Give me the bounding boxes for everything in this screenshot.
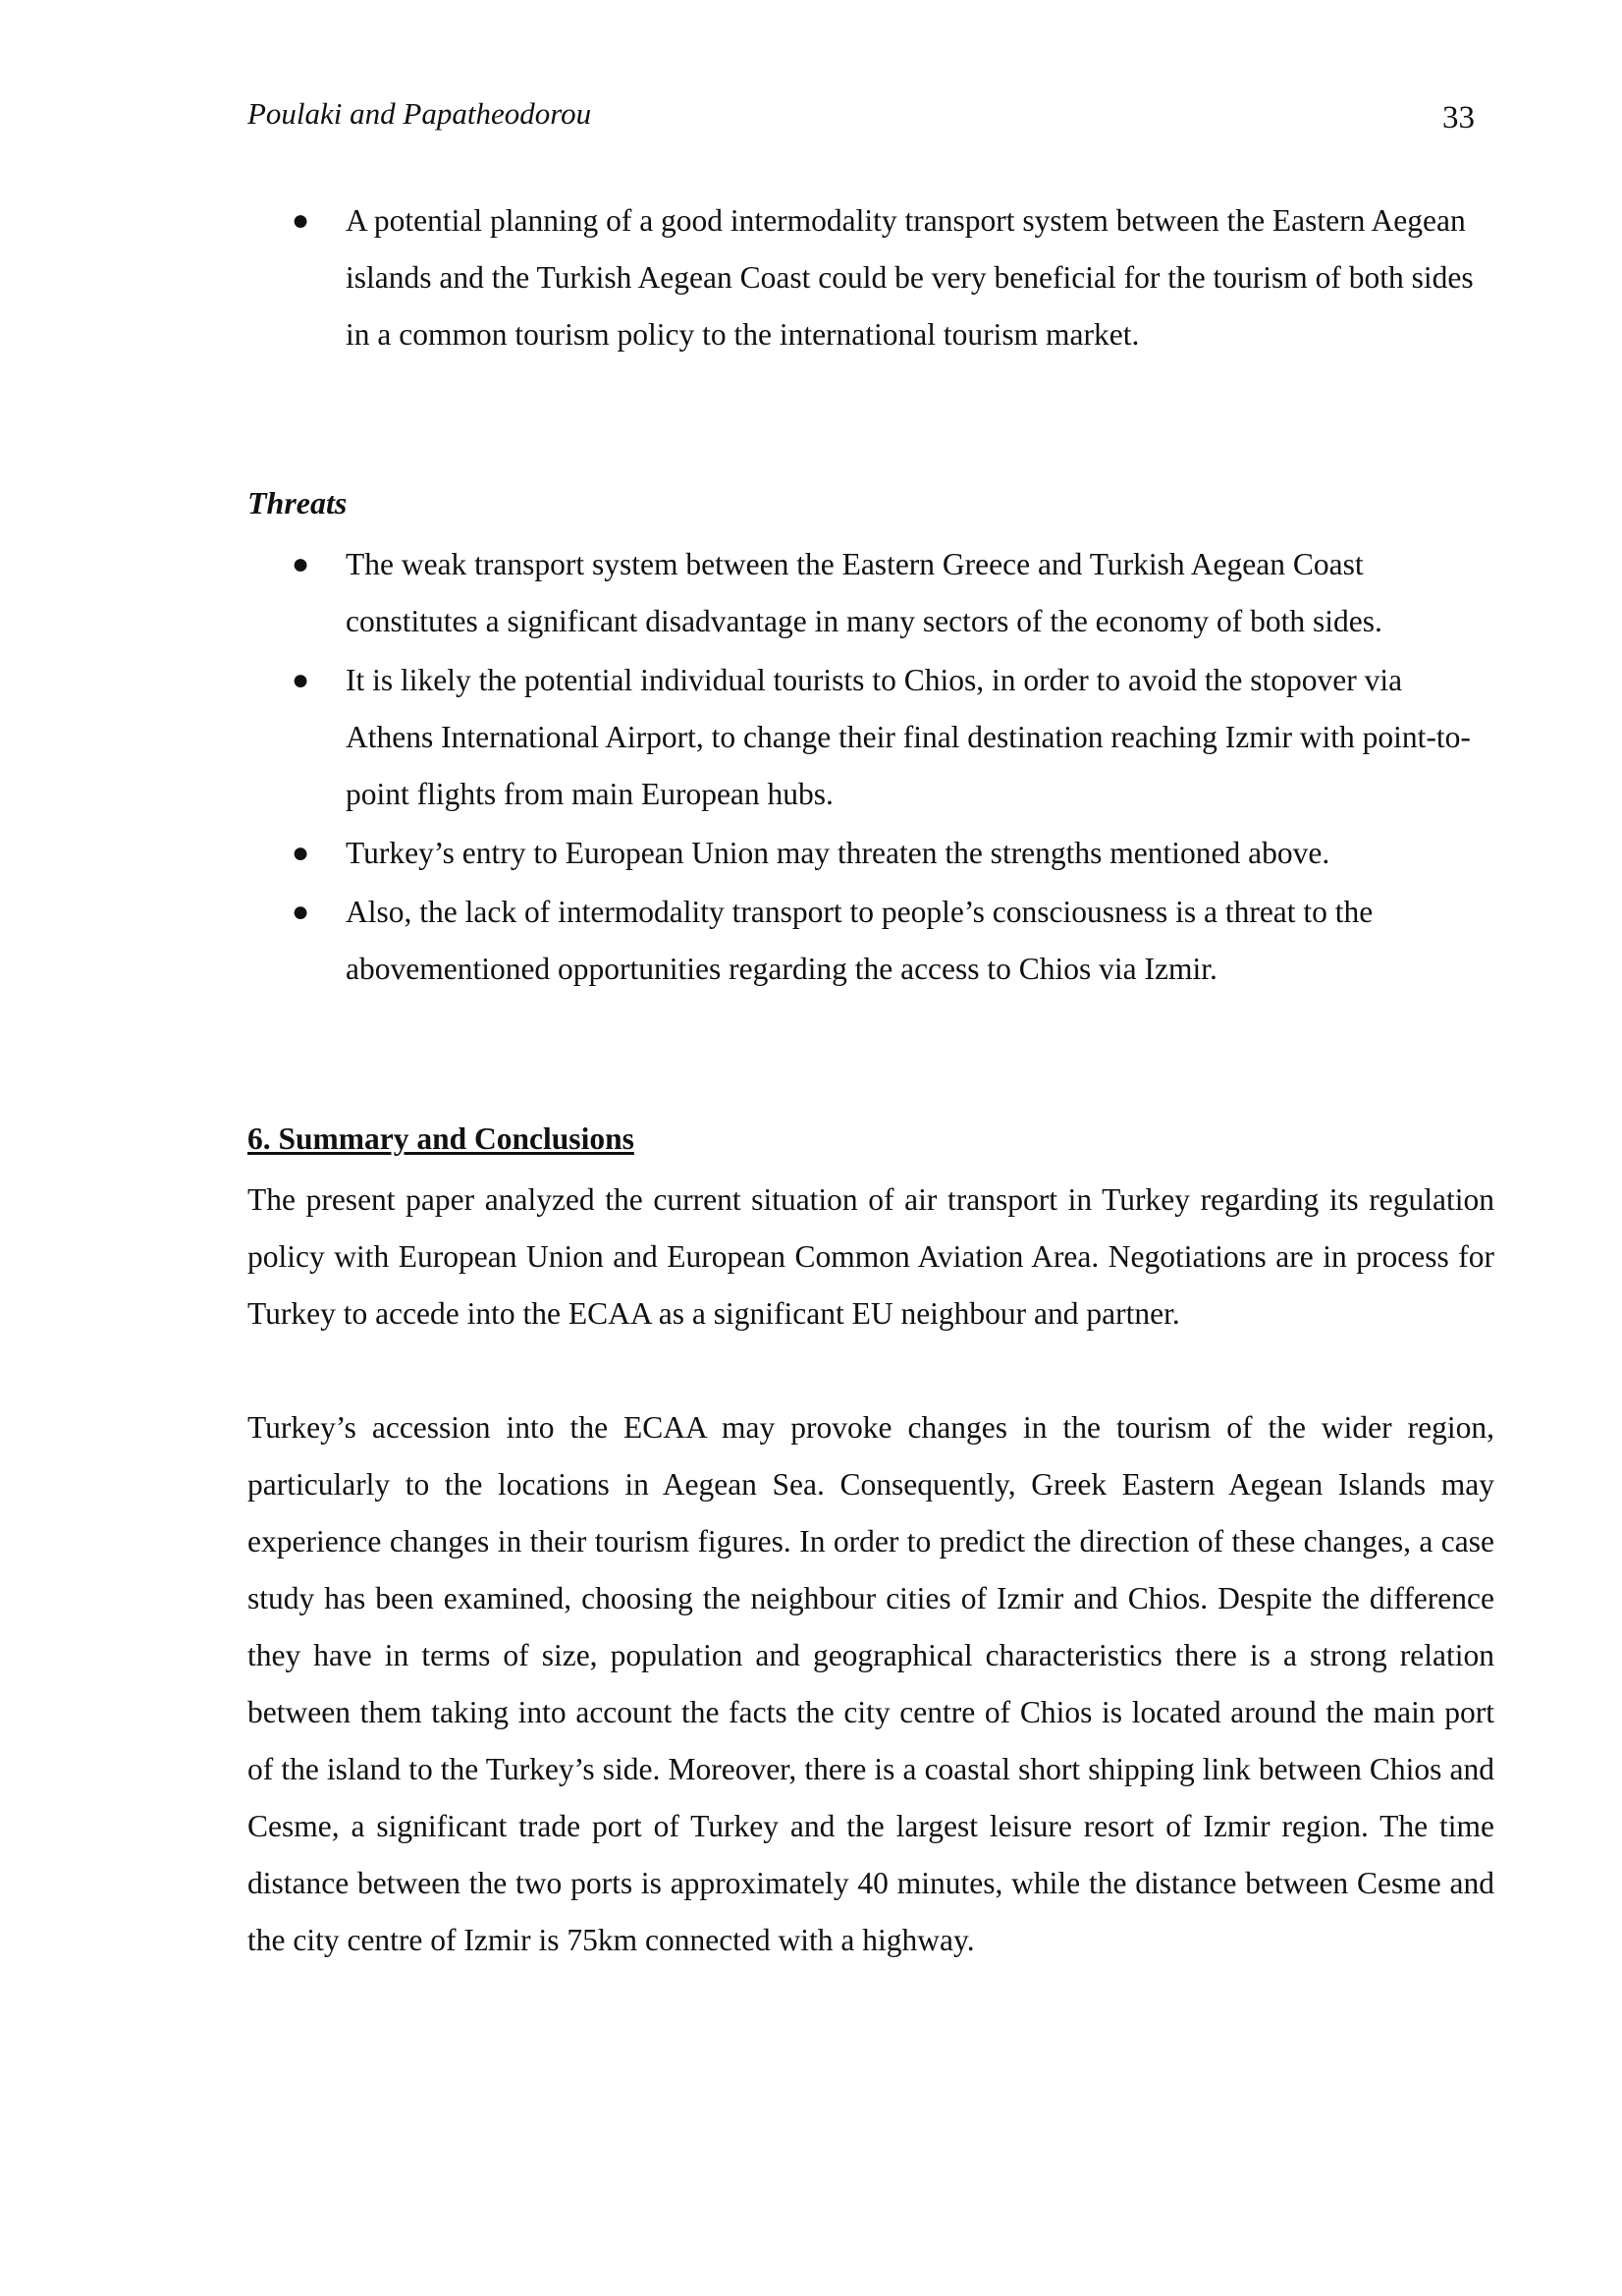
- section-heading: 6. Summary and Conclusions: [247, 1121, 634, 1156]
- page-number: 33: [1442, 100, 1475, 136]
- list-item: [247, 536, 1494, 650]
- bullet-icon: ●: [292, 204, 310, 237]
- list-item: [247, 652, 1494, 823]
- summary-paragraph-1: The present paper analyzed the current situation of air transport in Turkey regarding its regulation policy with European Union and European Common Aviation Area. Negotiations are in process for Turkey to accede into the ECAA as a significant EU neighbour and partner.: [247, 1182, 1494, 1331]
- list-item-text: It is likely the potential individual tourists to Chios, in order to avoid the stopover via Athens International Airport, to change their final destination reaching Izmir with point-to-point flights from main European hubs.: [346, 663, 1471, 811]
- list-item-text: A potential planning of a good intermodality transport system between the Eastern Aegean islands and the Turkish Aegean Coast could be very beneficial for the tourism of both sides in a common tourism policy to the international tourism market.: [346, 203, 1474, 352]
- summary-paragraph-2: Turkey’s accession into the ECAA may provoke changes in the tourism of the wider region, particularly to the locations in Aegean Sea. Consequently, Greek Eastern Aegean Islands may experience changes in their tourism figures. In order to predict the direction of these changes, a case study has been examined, choosing the neighbour cities of Izmir and Chios. Despite the difference they have in terms of size, population and geographical characteristics there is a strong relation between them taking into account the facts the city centre of Chios is located around the main port of the island to the Turkey’s side. Moreover, there is a coastal short shipping link between Chios and Cesme, a significant trade port of Turkey and the largest leisure resort of Izmir region. The time distance between the two ports is approximately 40 minutes, while the distance between Cesme and the city centre of Izmir is 75km connected with a highway.: [247, 1410, 1494, 1957]
- bullet-icon: ●: [292, 896, 310, 928]
- running-head: Poulaki and Papatheodorou: [247, 96, 592, 131]
- list-item: [247, 884, 1494, 998]
- bullet-icon: ●: [292, 837, 310, 869]
- list-item: [247, 825, 1494, 882]
- list-item-text: The weak transport system between the Eastern Greece and Turkish Aegean Coast constitutes a significant disadvantage in many sectors of the economy of both sides.: [346, 547, 1382, 638]
- list-item: [247, 192, 1494, 363]
- threats-heading: Threats: [247, 485, 348, 520]
- list-item-text: Also, the lack of intermodality transport to people’s consciousness is a threat to the abovementioned opportunities regarding the access to Chios via Izmir.: [346, 895, 1374, 986]
- bullet-icon: ●: [292, 548, 310, 580]
- threats-list: [247, 536, 1494, 1000]
- opportunities-list: [247, 192, 1494, 363]
- bullet-icon: ●: [292, 664, 310, 696]
- list-item-text: Turkey’s entry to European Union may threaten the strengths mentioned above.: [346, 836, 1330, 870]
